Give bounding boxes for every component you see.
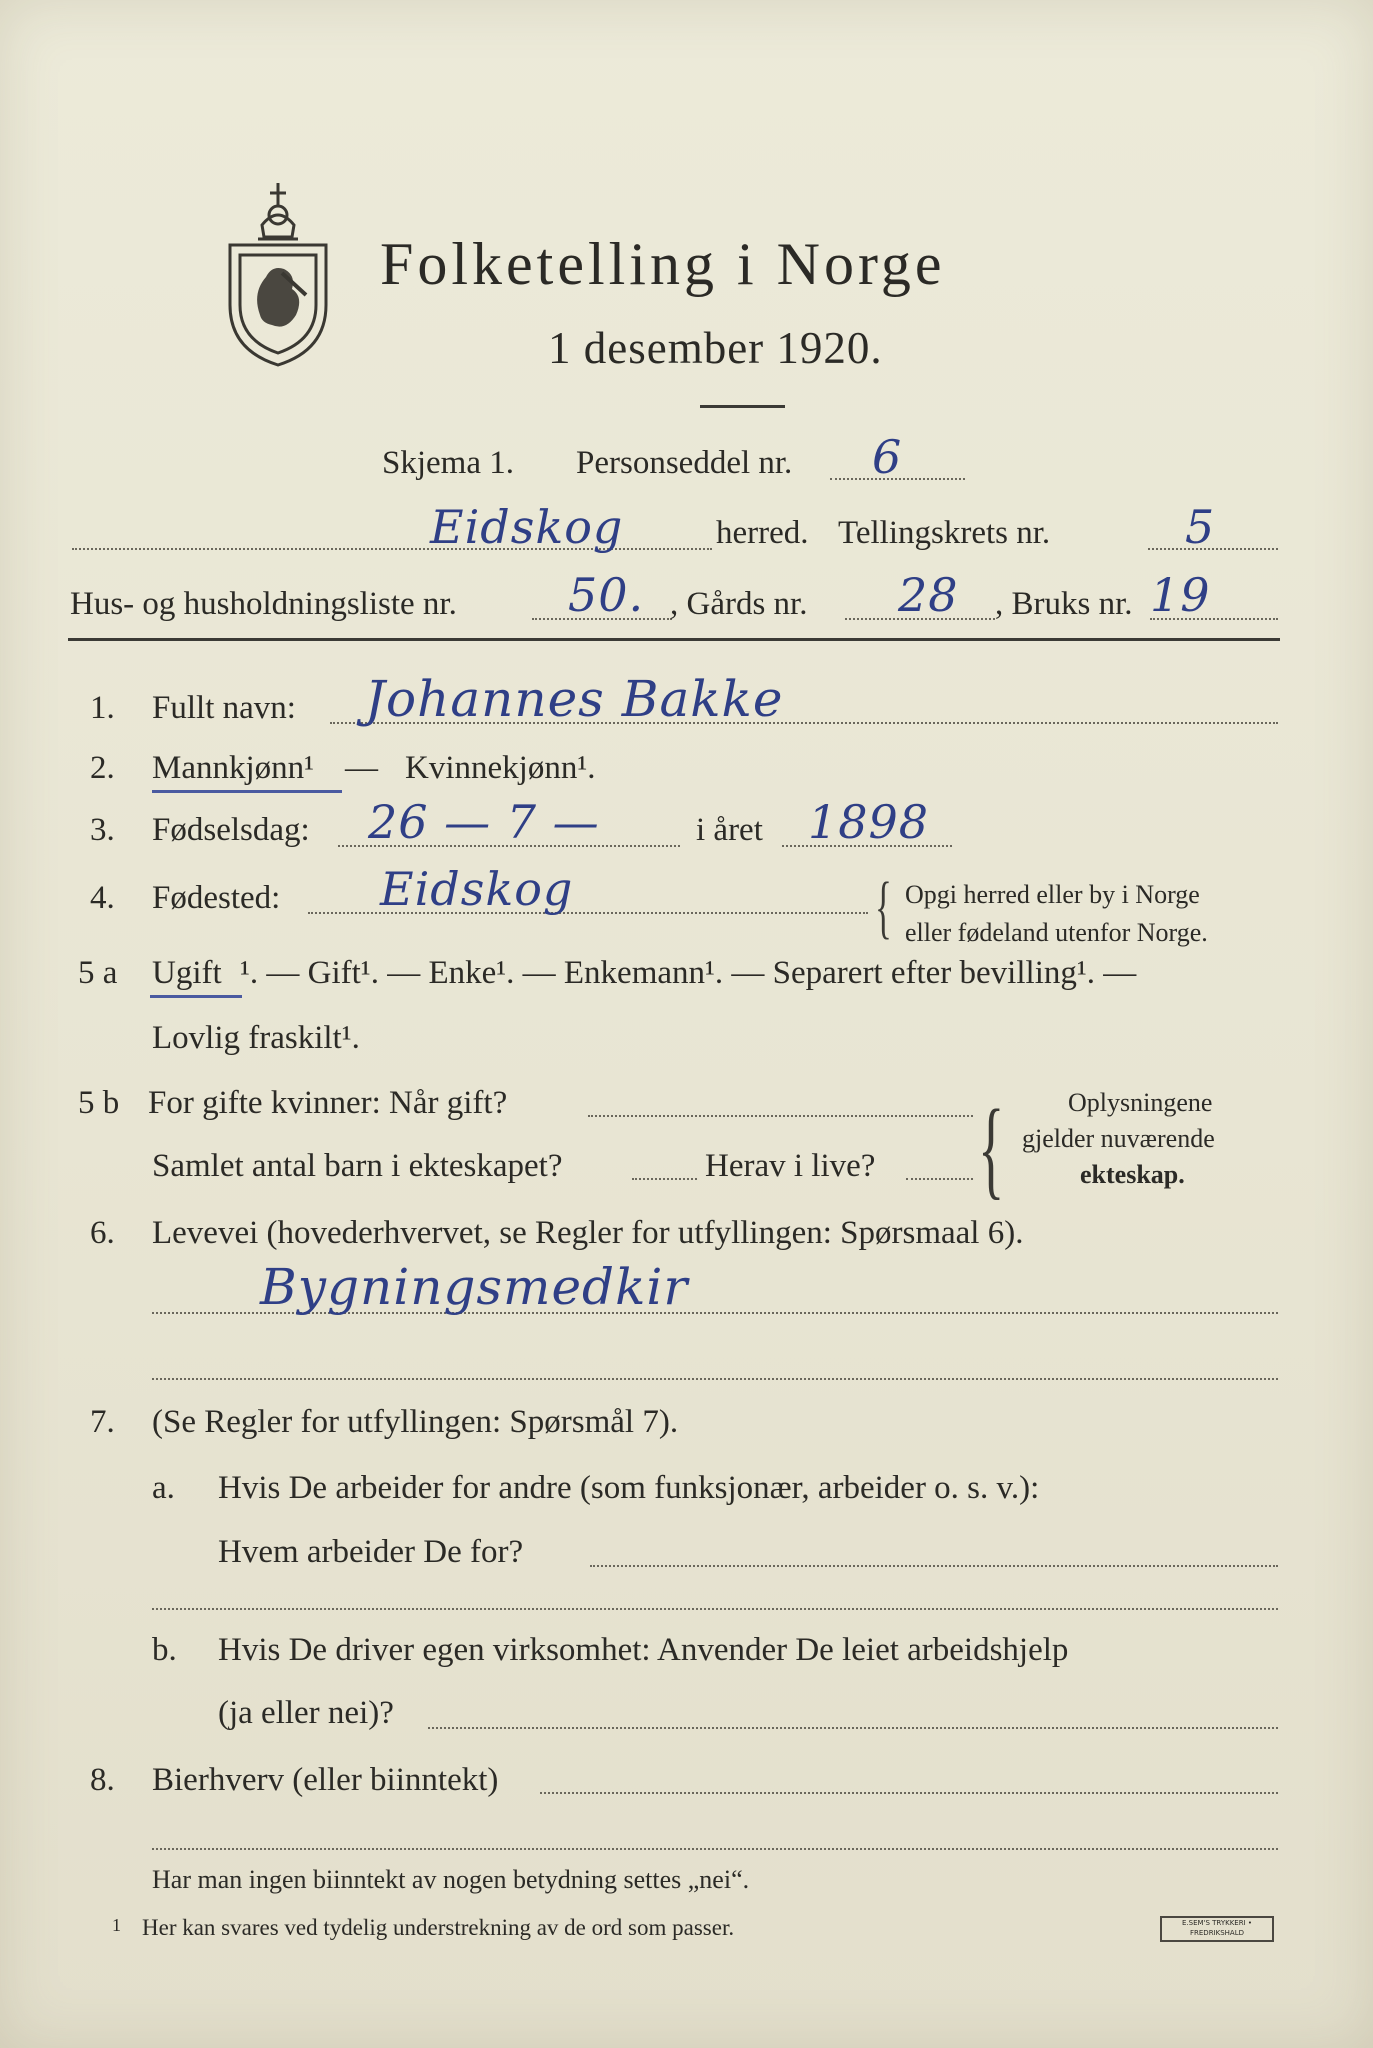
q1-value: Johannes Bakke: [365, 670, 784, 728]
q7b-number: b.: [152, 1632, 177, 1668]
footnote-marker: 1: [112, 1915, 121, 1935]
printer-stamp: E.SEM'S TRYKKERI • FREDRIKSHALD: [1160, 1916, 1274, 1942]
q6-label: Levevei (hovederhvervet, se Regler for utfyllingen: Spørsmaal 6).: [152, 1215, 1024, 1251]
q8-number: 8.: [90, 1762, 115, 1798]
q7a-line-2: [152, 1608, 1278, 1610]
bruks-label: , Bruks nr.: [995, 586, 1133, 622]
q2-female: Kvinnekjønn¹.: [405, 750, 596, 786]
q8-line-1: [540, 1792, 1278, 1794]
q7b-label-2: (ja eller nei)?: [218, 1695, 394, 1731]
q5a-options: ¹. — Gift¹. — Enke¹. — Enkemann¹. — Separert efter bevilling¹. —: [240, 955, 1137, 991]
q6-value: Bygningsmedkir: [260, 1258, 689, 1316]
q4-note-2: eller fødeland utenfor Norge.: [905, 918, 1208, 947]
q5b-number: 5 b: [78, 1085, 120, 1121]
norway-coat-of-arms-icon: [222, 165, 334, 370]
form-title: Folketelling i Norge: [380, 231, 946, 297]
gards-value: 28: [898, 568, 959, 622]
q8-line-2: [152, 1848, 1278, 1850]
personseddel-label: Personseddel nr.: [576, 445, 793, 481]
q1-number: 1.: [90, 690, 115, 726]
gards-label: , Gårds nr.: [670, 586, 808, 622]
census-date: 1 desember 1920.: [548, 323, 883, 373]
q5b-note-2: gjelder nuværende: [1022, 1124, 1215, 1153]
schema-label: Skjema 1.: [382, 445, 514, 481]
q3-number: 3.: [90, 812, 115, 848]
q3-year-value: 1898: [808, 795, 930, 849]
q4-value: Eidskog: [380, 862, 574, 916]
q7-number: 7.: [90, 1404, 115, 1440]
q6-number: 6.: [90, 1215, 115, 1251]
q5b-alive-line: [906, 1178, 973, 1180]
q6-line-2: [152, 1378, 1278, 1380]
q3-year-label: i året: [696, 812, 763, 848]
q2-number: 2.: [90, 750, 115, 786]
q2-separator: —: [345, 750, 378, 786]
q7b-label-1: Hvis De driver egen virksomhet: Anvender De leiet arbeidshjelp: [218, 1632, 1069, 1668]
q5b-note-3: ekteskap.: [1080, 1160, 1185, 1189]
q7-label: (Se Regler for utfyllingen: Spørsmål 7).: [152, 1404, 679, 1440]
q3-label: Fødselsdag:: [152, 812, 310, 848]
q7a-line-1: [590, 1565, 1278, 1567]
q2-male-underline: [152, 790, 342, 793]
q5b-label-children: Samlet antal barn i ekteskapet?: [152, 1148, 563, 1184]
personseddel-value: 6: [872, 430, 903, 484]
q5b-label-alive: Herav i live?: [705, 1148, 876, 1184]
q5a-ugift-underline: [150, 995, 242, 998]
q4-brace: {: [875, 869, 892, 946]
q4-label: Fødested:: [152, 880, 281, 916]
footnote-text: Her kan svares ved tydelig understrekning av de ord som passer.: [142, 1915, 735, 1940]
q5a-number: 5 a: [78, 955, 118, 991]
q4-number: 4.: [90, 880, 115, 916]
q1-label: Fullt navn:: [152, 690, 296, 726]
title-rule: [700, 405, 785, 408]
header-divider: [68, 638, 1280, 641]
q5b-married-line: [588, 1115, 973, 1117]
q5a-ugift: Ugift: [152, 955, 222, 991]
q5b-children-line: [632, 1178, 697, 1180]
tellingskrets-label: Tellingskrets nr.: [838, 515, 1051, 551]
herred-value: Eidskog: [430, 500, 624, 554]
q5b-label-married: For gifte kvinner: Når gift?: [148, 1085, 508, 1121]
q2-male: Mannkjønn¹: [152, 750, 315, 786]
q5b-note-1: Oplysningene: [1068, 1088, 1213, 1117]
q7a-label-1: Hvis De arbeider for andre (som funksjonær, arbeider o. s. v.):: [218, 1470, 1040, 1506]
q5b-brace: {: [978, 1087, 1005, 1209]
q5a-line2: Lovlig fraskilt¹.: [152, 1020, 360, 1056]
hus-label: Hus- og husholdningsliste nr.: [70, 586, 457, 622]
q7a-label-2: Hvem arbeider De for?: [218, 1534, 524, 1570]
tellingskrets-value: 5: [1185, 500, 1216, 554]
q4-note-1: Opgi herred eller by i Norge: [905, 880, 1200, 909]
q7a-number: a.: [152, 1470, 175, 1506]
q3-value: 26 — 7 —: [368, 795, 600, 849]
income-note: Har man ingen biinntekt av nogen betydning settes „nei“.: [152, 1865, 750, 1894]
bruks-value: 19: [1150, 568, 1211, 622]
q7b-line: [428, 1727, 1278, 1729]
herred-label: herred.: [716, 515, 809, 551]
hus-value: 50.: [568, 568, 645, 622]
q8-label: Bierhverv (eller biinntekt): [152, 1762, 499, 1798]
